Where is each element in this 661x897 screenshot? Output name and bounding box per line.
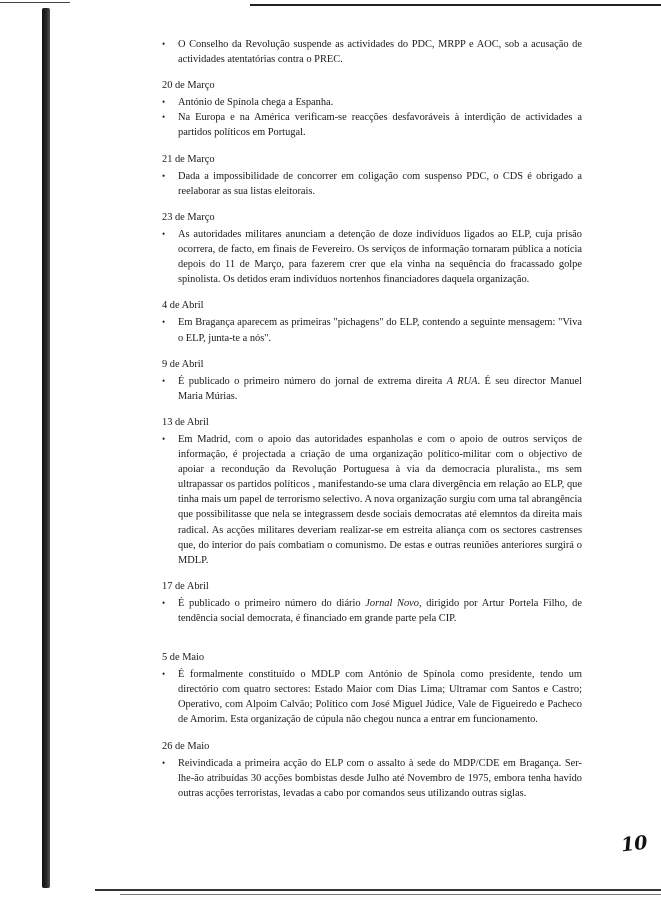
list-item (162, 667, 582, 727)
scan-bottom-rule (95, 889, 661, 891)
item-text: É publicado o primeiro número do diário (178, 597, 366, 609)
item-text: Em Bragança aparecem as primeiras "pichagens" do ELP, contendo a seguinte mensagem: "Viva o ELP, junta-te a nós". (178, 317, 582, 344)
handwritten-page-number: 10 (619, 831, 649, 857)
entry (162, 579, 582, 626)
list-item (162, 756, 582, 801)
item-text: , dirigido por Artur Portela Filho, de tendência social democrata, é financiado em grande parte pela CIP. (178, 597, 582, 624)
entry-date: 13 de Abril (162, 416, 209, 428)
entry (162, 78, 582, 140)
item-text: Dada a impossibilidade de concorrer em coligação com suspenso PDC, o CDS é obrigado a reelaborar as sua listas eleitorais. (178, 170, 582, 197)
item-text: Reivindicada a primeira acção do ELP com o assalto à sede do MDP/CDE em Bragança. Ser-lhe-ão atribuídas 30 acções bombistas desde Julho até Novembro de 1975, embora tenha havido outras acções terroristas, levadas a cabo por comandos seus utilizando outras siglas. (178, 757, 582, 799)
item-text: O Conselho da Revolução suspende as actividades do PDC, MRPP e AOC, sob a acusação de actividades atentatórias contra o PREC. (178, 39, 582, 66)
list-item (162, 596, 582, 626)
item-text: É publicado o primeiro número do jornal de extrema direita (178, 375, 447, 387)
list-item (162, 95, 582, 110)
chronology-content (162, 37, 582, 812)
list-item (162, 432, 582, 568)
scan-top-rule (250, 4, 661, 6)
entry (162, 298, 582, 345)
entry-date: 20 de Março (162, 80, 215, 92)
entry (162, 415, 582, 568)
entry (162, 152, 582, 199)
list-item (162, 227, 582, 287)
entry-date: 23 de Março (162, 211, 215, 223)
scan-binding-shadow (42, 8, 50, 888)
entry (162, 357, 582, 404)
list-item (162, 110, 582, 140)
entry (162, 650, 582, 727)
item-text: É formalmente constituído o MDLP com António de Spínola como presidente, tendo um directório com quatro sectores: Estado Maior com Dias Lima; Ultramar com Santos e Castro; Operativo, com Alpoim Calvão; Político com José Miguel Júdice, Vale de Figueiredo e Pacheco de Amorim. Esta organização de cúpula não chegou nunca a entrar em funcionamento. (178, 669, 582, 726)
entry-date: 4 de Abril (162, 300, 204, 312)
scan-bottom-edge (120, 894, 661, 895)
list-item (162, 37, 582, 67)
list-item (162, 374, 582, 404)
list-item (162, 315, 582, 345)
item-text: As autoridades militares anunciam a detenção de doze indivíduos ligados ao ELP, cuja prisão ocorrera, de facto, em finais de Fevereiro. Os serviços de informação tornaram pública a notícia depois do 11 de Março, para fazerem crer que ela vinha na sequência do fracassado golpe spinolista. Os detidos eram indivíduos nortenhos financiadores daquela organização. (178, 228, 582, 286)
entry-date: 17 de Abril (162, 580, 209, 592)
entry-date: 5 de Maio (162, 652, 205, 664)
item-text: Em Madrid, com o apoio das autoridades espanholas e com o apoio de outros serviços de informação, é projectada a criação de uma organização político-militar com o objectivo de apoiar a recondução da Revolução Portuguesa à via da democracia pluralista., ms sem ultrapassar os partidos políticos , manifestando-se uma clara divergência em relação ao ELP, que tinha mais um papel de terrorismo selectivo. A nova organização surgiu com uma tal abrangência que possibilitasse que nela se integrassem desde sociais democratas até elemntos da direita mais radical. As acções militares deveriam realizar-se em estreita aliança com os sectores castrenses que, do interior do país combatiam o comunismo. De estas e outras reuniões anteriores surgirá o MDLP. (178, 433, 582, 566)
entry (162, 37, 582, 67)
item-text: . É seu director Manuel Maria Múrias. (178, 375, 582, 402)
scan-edge-line (0, 2, 70, 3)
list-item (162, 169, 582, 199)
entry-date: 9 de Abril (162, 358, 204, 370)
item-text: António de Spínola chega a Espanha. (178, 97, 334, 109)
entry (162, 739, 582, 801)
entry-date: 26 de Maio (162, 740, 210, 752)
entry (162, 210, 582, 287)
entry-date: 21 de Março (162, 153, 215, 165)
publication-title: A RUA (446, 375, 478, 387)
item-text: Na Europa e na América verificam-se reacções desfavoráveis à interdição de actividades a partidos políticos em Portugal. (178, 112, 582, 139)
publication-title: Jornal Novo (365, 597, 419, 609)
